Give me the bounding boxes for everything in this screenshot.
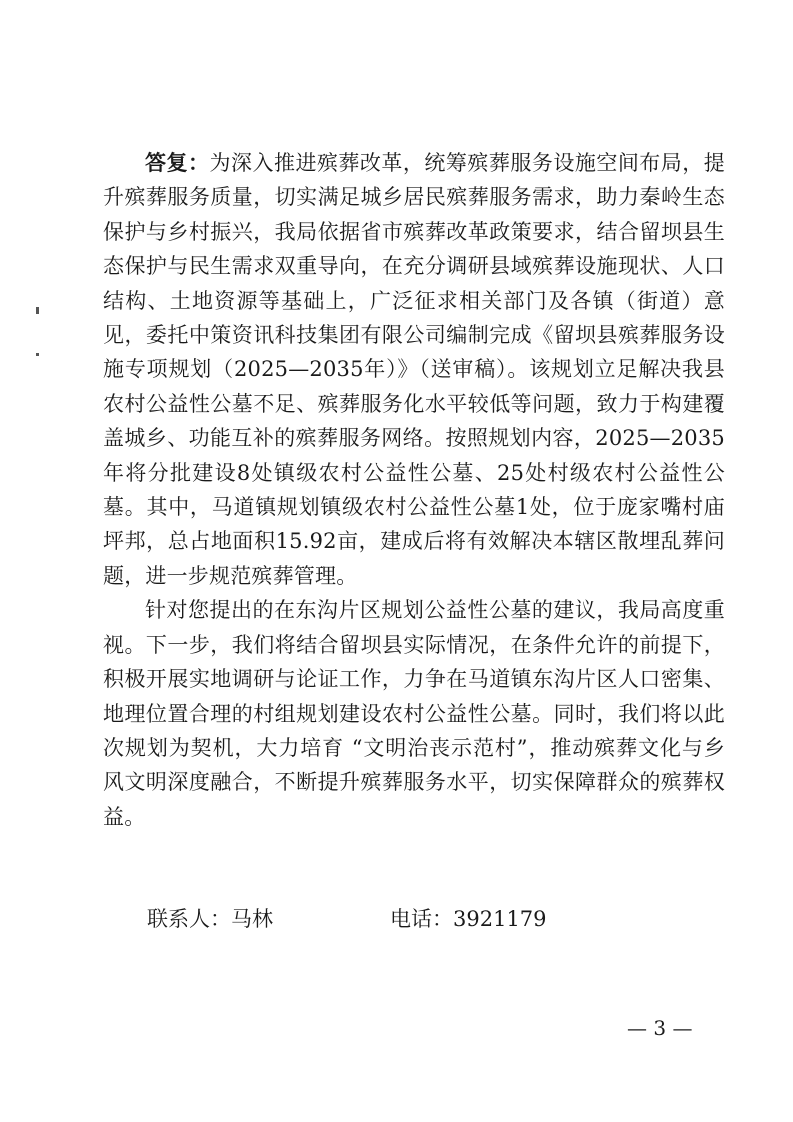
contact-phone: 电话：3921179 xyxy=(390,907,547,931)
reply-label: 答复： xyxy=(145,150,210,175)
margin-mark xyxy=(36,353,39,356)
reply-text: 为深入推进殡葬改革，统筹殡葬服务设施空间布局，提升殡葬服务质量，切实满足城乡居民殡葬服务需求，助力秦岭生态保护与乡村振兴，我局依据省市殡葬改革政策要求，结合留坝县生态保护与民生需求双重导向，在充分调研县域殡葬设施现状、人口结构、土地资源等基础上，广泛征求相关部门及各镇（街道）意见，委托中策资讯科技集团有限公司编制完成《留坝县殡葬服务设施专项规划（2025—2035年）》（送审稿）。该规划立足解决我县农村公益性公墓不足、殡葬服务化水平较低等问题，致力于构建覆盖城乡、功能互补的殡葬服务网络。按照规划内容，2025—2035年将分批建设8处镇级农村公益性公墓、25处村级农村公益性公墓。其中，马道镇规划镇级农村公益性公墓1处，位于庞家嘴村庙坪邦，总占地面积15.92亩，建成后将有效解决本辖区散埋乱葬问题，进一步规范殡葬管理。 xyxy=(103,151,725,588)
contact-person: 联系人：马林 xyxy=(147,907,273,931)
margin-mark xyxy=(36,307,39,314)
page-number: — 3 — xyxy=(627,1016,693,1040)
contact-info xyxy=(147,902,547,936)
reply-paragraph xyxy=(103,146,725,593)
document-body xyxy=(103,146,725,834)
follow-up-paragraph: 针对您提出的在东沟片区规划公益性公墓的建议，我局高度重视。下一步，我们将结合留坝县实际情况，在条件允许的前提下，积极开展实地调研与论证工作，力争在马道镇东沟片区人口密集、地理位置合理的村组规划建设农村公益性公墓。同时，我们将以此次规划为契机，大力培育 “文明治丧示范村”，推动殡葬文化与乡风文明深度融合，不断提升殡葬服务水平，切实保障群众的殡葬权益。 xyxy=(103,598,725,829)
